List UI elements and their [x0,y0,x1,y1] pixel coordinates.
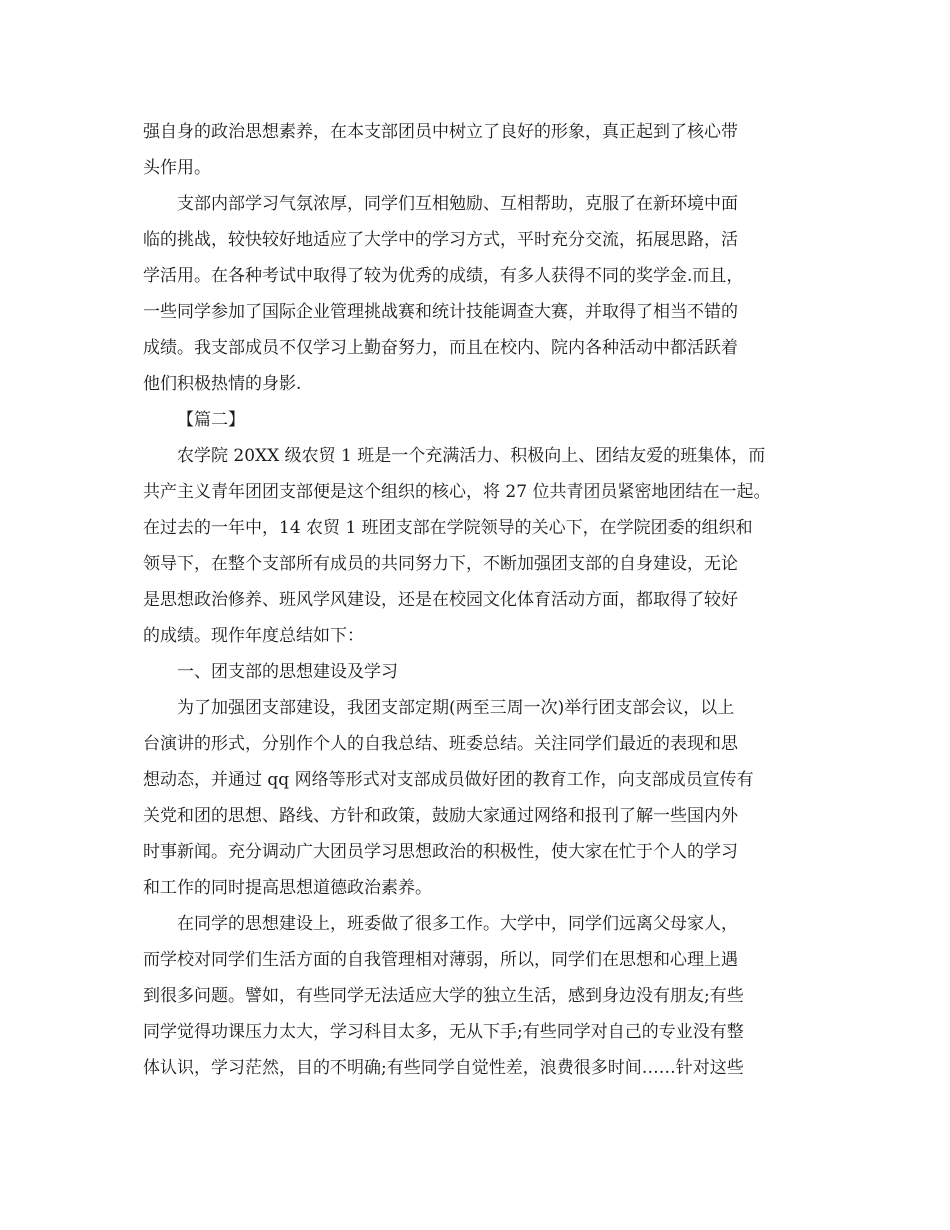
text-line: 一些同学参加了国际企业管理挑战赛和统计技能调查大赛，并取得了相当不错的 [143,302,738,322]
text-line: 支部内部学习气氛浓厚，同学们互相勉励、互相帮助，克服了在新环境中面 [177,194,738,214]
text-line: 时事新闻。充分调动广大团员学习思想政治的积极性，使大家在忙于个人的学习 [143,842,738,862]
text-line: 的成绩。现作年度总结如下： [143,626,364,646]
text-line: 成绩。我支部成员不仅学习上勤奋努力，而且在校内、院内各种活动中都活跃着 [143,338,738,358]
text-line: 他们积极热情的身影. [143,374,302,394]
text-line: 同学觉得功课压力太大，学习科目太多，无从下手;有些同学对自己的专业没有整 [143,1022,744,1042]
text-line: 是思想政治修养、班风学风建设，还是在校园文化体育活动方面，都取得了较好 [143,590,738,610]
text-line: 共产主义青年团团支部便是这个组织的核心，将 27 位共青团员紧密地团结在一起。 [143,482,771,502]
text-line: 农学院 20XX 级农贸 1 班是一个充满活力、积极向上、团结友爱的班集体，而 [177,446,766,466]
text-line: 为了加强团支部建设，我团支部定期(两至三周一次)举行团支部会议，以上 [177,698,735,718]
text-line: 一、团支部的思想建设及学习 [177,662,398,682]
text-line: 领导下，在整个支部所有成员的共同努力下，不断加强团支部的自身建设，无论 [143,554,738,574]
text-line: 在过去的一年中，14 农贸 1 班团支部在学院领导的关心下，在学院团委的组织和 [143,518,753,538]
text-line: 临的挑战，较快较好地适应了大学中的学习方式，平时充分交流，拓展思路，活 [143,230,738,250]
text-line: 强自身的政治思想素养，在本支部团员中树立了良好的形象，真正起到了核心带 [143,122,738,142]
text-line: 想动态，并通过 qq 网络等形式对支部成员做好团的教育工作，向支部成员宣传有 [143,770,754,790]
text-line: 台演讲的形式，分别作个人的自我总结、班委总结。关注同学们最近的表现和思 [143,734,738,754]
text-line: 学活用。在各种考试中取得了较为优秀的成绩，有多人获得不同的奖学金.而且， [143,266,744,286]
text-line: 到很多问题。譬如，有些同学无法适应大学的独立生活，感到身边没有朋友;有些 [143,986,744,1006]
text-line: 头作用。 [143,158,211,178]
document-body [143,114,808,1086]
text-line: 【篇二】 [177,410,245,430]
text-line: 体认识，学习茫然，目的不明确;有些同学自觉性差，浪费很多时间……针对这些 [143,1058,744,1078]
text-line: 和工作的同时提高思想道德政治素养。 [143,878,432,898]
text-line: 而学校对同学们生活方面的自我管理相对薄弱，所以，同学们在思想和心理上遇 [143,950,738,970]
text-line: 在同学的思想建设上，班委做了很多工作。大学中，同学们远离父母家人， [177,914,738,934]
text-line: 关党和团的思想、路线、方针和政策，鼓励大家通过网络和报刊了解一些国内外 [143,806,738,826]
